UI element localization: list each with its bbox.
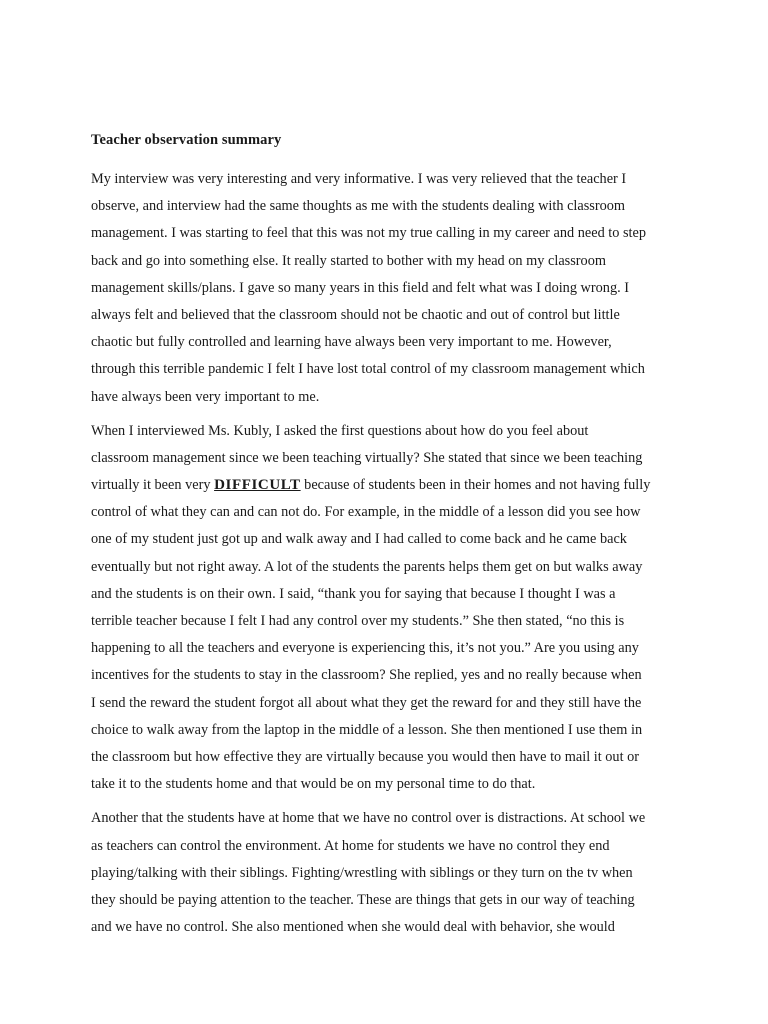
text-line: control of what they can and can not do. For example, in the middle of a lesson did you see how: [91, 504, 641, 521]
text-line: have always been very important to me.: [91, 388, 320, 405]
text-line: choice to walk away from the laptop in the middle of a lesson. She then mentioned I use them in: [91, 721, 643, 738]
text-line: eventually but not right away. A lot of the students the parents helps them get on but walks away: [91, 558, 643, 575]
text-line: and the students is on their own. I said, “thank you for saying that because I thought I was a: [91, 585, 616, 602]
text-line: management. I was starting to feel that this was not my true calling in my career and need to step: [91, 225, 647, 242]
text-line: playing/talking with their siblings. Fighting/wrestling with siblings or they turn on the tv when: [91, 864, 633, 881]
text-line: management skills/plans. I gave so many years in this field and felt what was I doing wrong. I: [91, 279, 629, 296]
text-line: chaotic but fully controlled and learning have always been very important to me. However,: [91, 334, 612, 351]
text-line-with-emphasis: [91, 472, 683, 499]
text-line: always felt and believed that the classroom should not be chaotic and out of control but little: [91, 306, 620, 323]
text-line: Another that the students have at home that we have no control over is distractions. At school we: [91, 810, 646, 827]
text-line: take it to the students home and that would be on my personal time to do that.: [91, 776, 536, 793]
text-line: My interview was very interesting and very informative. I was very relieved that the teacher I: [91, 171, 627, 187]
text-line: and we have no control. She also mentioned when she would deal with behavior, she would: [91, 919, 615, 936]
text-line: as teachers can control the environment. At home for students we have no control they end: [91, 837, 610, 854]
paragraph-3: [91, 805, 683, 941]
line-prefix: virtually it been very: [91, 477, 215, 494]
text-line: When I interviewed Ms. Kubly, I asked the first questions about how do you feel about: [91, 422, 589, 439]
document-page: [91, 130, 683, 948]
text-line: through this terrible pandemic I felt I have lost total control of my classroom management which: [91, 361, 645, 378]
emphasized-word: DIFFICULT: [214, 477, 301, 494]
text-line: observe, and interview had the same thoughts as me with the students dealing with classroom: [91, 198, 626, 215]
paragraph-2: [91, 418, 683, 799]
text-line: incentives for the students to stay in the classroom? She replied, yes and no really because when: [91, 667, 642, 684]
text-line: I send the reward the student forgot all about what they get the reward for and they still have the: [91, 694, 642, 711]
text-line: terrible teacher because I felt I had any control over my students.” She then stated, “no this is: [91, 613, 625, 629]
paragraph-1: [91, 166, 683, 411]
line-suffix: because of students been in their homes and not having fully: [300, 477, 651, 494]
text-line: they should be paying attention to the teacher. These are things that gets in our way of teaching: [91, 891, 635, 908]
text-line: one of my student just got up and walk away and I had called to come back and he came back: [91, 531, 627, 548]
text-line: happening to all the teachers and everyone is experiencing this, it’s not you.” Are you using any: [91, 640, 639, 657]
text-line: back and go into something else. It really started to bother with my head on my classroom: [91, 252, 606, 269]
text-line: classroom management since we been teaching virtually? She stated that since we been teaching: [91, 449, 643, 466]
document-title: Teacher observation summary: [91, 132, 282, 148]
text-line: the classroom but how effective they are virtually because you would then have to mail it out or: [91, 748, 640, 765]
